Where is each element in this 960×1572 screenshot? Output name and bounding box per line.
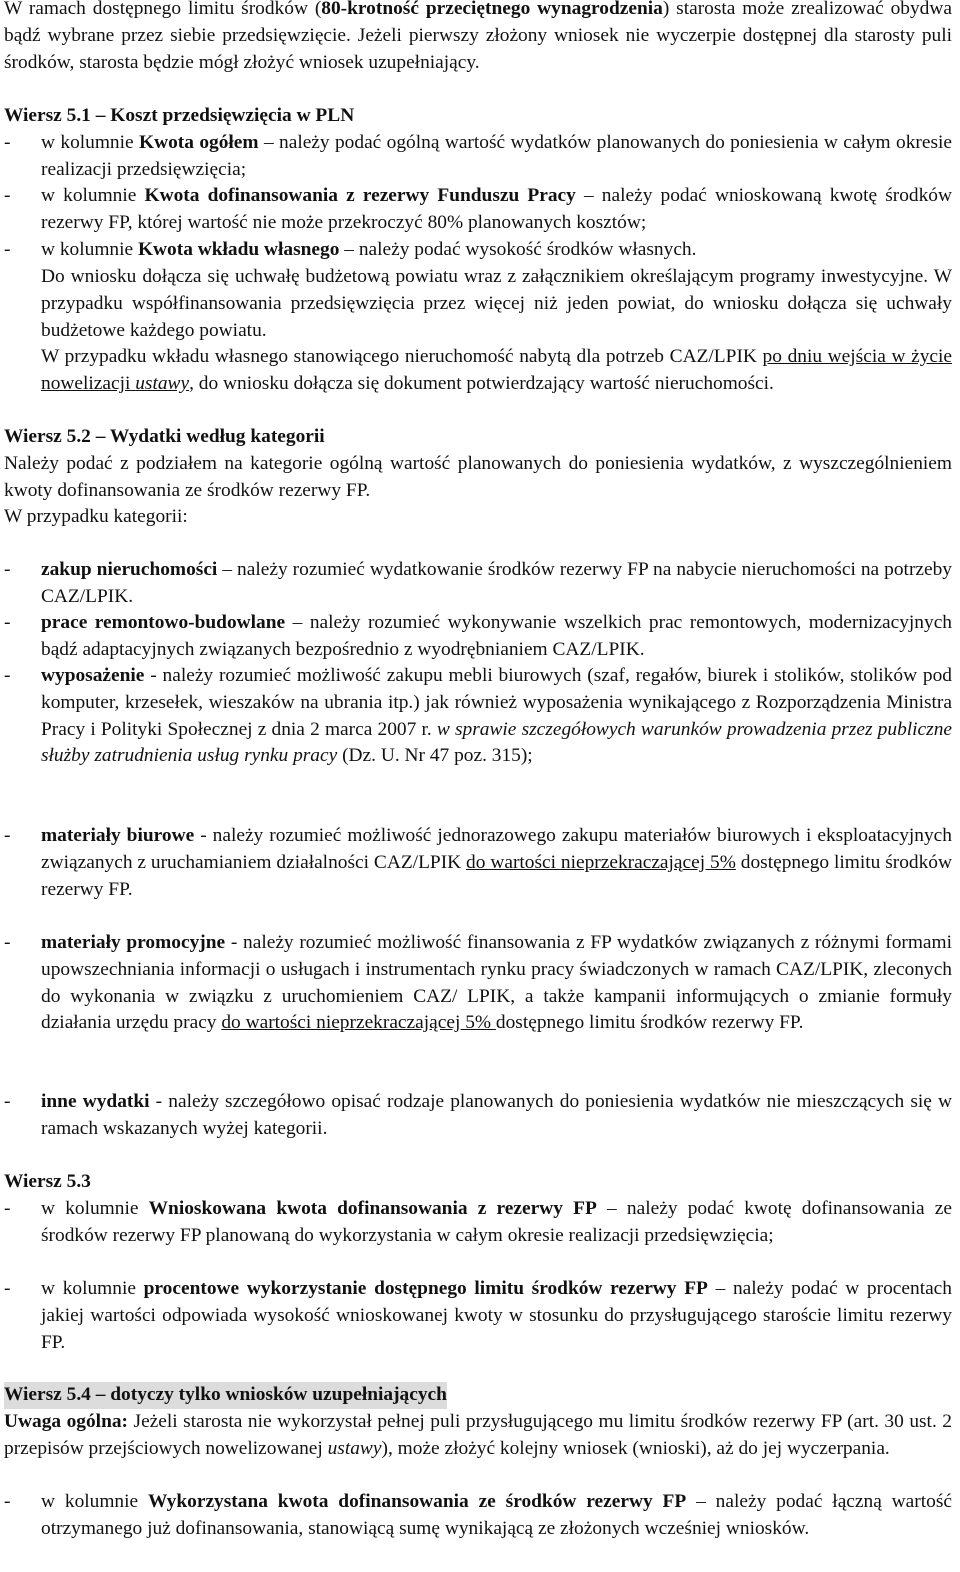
list-item: - zakup nieruchomości – należy rozumieć wydatkowanie środków rezerwy FP na nabycie nieruchomości na potrzeby CAZ/LPIK. — [4, 559, 953, 607]
paragraph: Do wniosku dołącza się uchwałę budżetową powiatu wraz z załącznikiem określającym programy inwestycyjne. W przypadku współfinansowania przedsięwzięcia przez więcej niż jeden powiat, do wniosku dołącza się uchwały budżetowe każdego powiatu. — [41, 266, 952, 341]
list-item: - w kolumnie Kwota wkładu własnego – należy podać wysokość środków własnych. — [4, 239, 697, 260]
heading-wiersz-5-1: Wiersz 5.1 – Koszt przedsięwzięcia w PLN — [4, 105, 355, 126]
paragraph: W przypadku wkładu własnego stanowiącego nieruchomość nabytą dla potrzeb CAZ/LPIK po dniu wejścia w życie nowelizacji ustawy, do wniosku dołącza się dokument potwierdzający wartość nieruchomości. — [41, 346, 952, 394]
list-item: - w kolumnie Kwota ogółem – należy podać ogólną wartość wydatków planowanych do poniesienia w całym okresie realizacji przedsięwzięcia; — [4, 132, 952, 180]
list-item: - materiały biurowe - należy rozumieć możliwość jednorazowego zakupu materiałów biurowych i eksploatacyjnych związanych z uruchamianiem działalności CAZ/LPIK do wartości nieprzekraczającej 5% dostępnego limitu środków rezerwy FP. — [4, 825, 952, 900]
list-item: - wyposażenie - należy rozumieć możliwość zakupu mebli biurowych (szaf, regałów, biurek i stolików, stolików pod komputer, krzesełek, wieszaków na ubrania itp.) jak również wyposażenia wynikającego z Rozporządzenia Ministra Pracy i Polityki Społecznej z dnia 2 marca 2007 r. w sprawie szczegółowych warunków prowadzenia przez publiczne służby zatrudnienia usług rynku pracy (Dz. U. Nr 47 poz. 315); — [4, 665, 952, 767]
list-item: - w kolumnie Wnioskowana kwota dofinansowania z rezerwy FP – należy podać kwotę dofinansowania ze środków rezerwy FP planowaną do wykorzystania w całym okresie realizacji przedsięwzięcia; — [4, 1198, 952, 1246]
paragraph: Uwaga ogólna: Jeżeli starosta nie wykorzystał pełnej puli przysługującego mu limitu środków rezerwy FP (art. 30 ust. 2 przepisów przejściowych nowelizowanej ustawy), może złożyć kolejny wniosek (wnioski), aż do jej wyczerpania. — [4, 1411, 952, 1459]
intro-paragraph: W ramach dostępnego limitu środków (80-krotność przeciętnego wynagrodzenia) starosta może zrealizować obydwa bądź wybrane przez siebie przedsięwzięcie. Jeżeli pierwszy złożony wniosek nie wyczerpie dostępnej dla starosty puli środków, starosta będzie mógł złożyć wniosek uzupełniający. — [4, 0, 952, 73]
paragraph: Należy podać z podziałem na kategorie ogólną wartość planowanych do poniesienia wydatków, z wyszczególnieniem kwoty dofinansowania ze środków rezerwy FP. — [4, 453, 952, 501]
list-item: - inne wydatki - należy szczegółowo opisać rodzaje planowanych do poniesienia wydatków nie mieszczących się w ramach wskazanych wyżej kategorii. — [4, 1091, 953, 1139]
heading-wiersz-5-2: Wiersz 5.2 – Wydatki według kategorii — [4, 426, 325, 447]
list-item: - w kolumnie procentowe wykorzystanie dostępnego limitu środków rezerwy FP – należy podać w procentach jakiej wartości odpowiada wysokość wnioskowanej kwoty w stosunku do przysługującego staroście limitu rezerwy FP. — [4, 1278, 952, 1353]
list-item: - w kolumnie Wykorzystana kwota dofinansowania ze środków rezerwy FP – należy podać łączną wartość otrzymanego już dofinansowania, stanowiącą sumę wynikającą ze złożonych wcześniej wniosków. — [4, 1491, 952, 1539]
heading-wiersz-5-3: Wiersz 5.3 — [4, 1171, 91, 1192]
list-item: - materiały promocyjne - należy rozumieć możliwość finansowania z FP wydatków związanych z różnymi formami upowszechniania informacji o usługach i instrumentach rynku pracy świadczonych w ramach CAZ/LPIK, zleconych do wykonania w związku z uruchomieniem CAZ/ LPIK, a także kampanii informujących o zmianie formuły działania urzędu pracy do wartości nieprzekraczającej 5% dostępnego limitu środków rezerwy FP. — [4, 932, 953, 1034]
heading-wiersz-5-4: Wiersz 5.4 – dotyczy tylko wniosków uzupełniających — [4, 1382, 447, 1409]
list-item: - w kolumnie Kwota dofinansowania z rezerwy Funduszu Pracy – należy podać wnioskowaną kwotę środków rezerwy FP, której wartość nie może przekroczyć 80% planowanych kosztów; — [4, 185, 953, 233]
paragraph: W przypadku kategorii: — [4, 506, 188, 527]
list-item: - prace remontowo-budowlane – należy rozumieć wykonywanie wszelkich prac remontowych, modernizacyjnych bądź adaptacyjnych związanych bezpośrednio z wyodrębnianiem CAZ/LPIK. — [4, 612, 952, 660]
